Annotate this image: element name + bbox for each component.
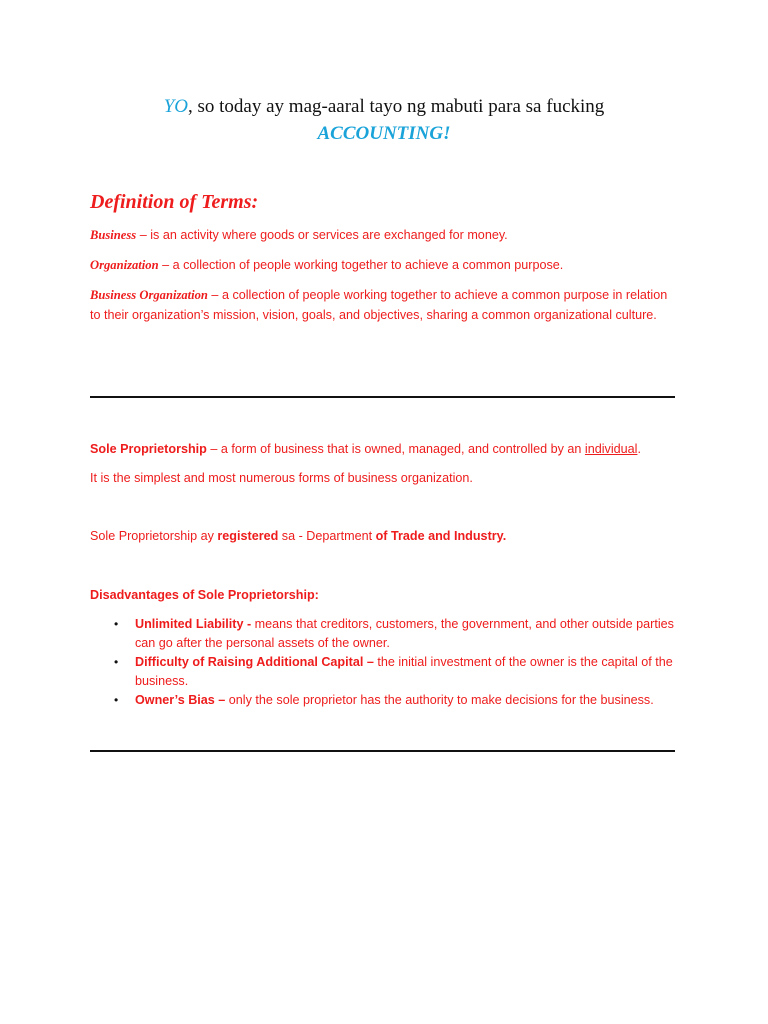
term-business-organization: Business Organization <box>90 288 208 302</box>
list-item <box>90 653 680 691</box>
divider-line-1 <box>90 396 675 398</box>
registered-part-b: registered <box>217 529 279 543</box>
bullet-icon: • <box>114 617 119 631</box>
disadvantage-label: Difficulty of Raising Additional Capital – <box>135 655 374 669</box>
term-organization: Organization <box>90 258 159 272</box>
disadvantage-label: Owner’s Bias – <box>135 693 226 707</box>
definition-business <box>90 226 680 246</box>
divider-line-2 <box>90 750 675 752</box>
definition-business-organization <box>90 286 680 325</box>
disadvantage-label: Unlimited Liability - <box>135 617 252 631</box>
definitions-heading: Definition of Terms: <box>90 191 259 213</box>
list-item <box>90 691 680 710</box>
disadvantage-text: means that creditors, customers, the government, and other outside parties can go after the personal assets of the owner. <box>135 617 674 650</box>
sole-prop-definition <box>90 440 680 460</box>
disadvantage-text: only the sole proprietor has the authority to make decisions for the business. <box>225 693 654 707</box>
disadvantages-list <box>90 615 680 710</box>
title-rest: , so today ay mag-aaral tayo ng mabuti para sa fucking <box>188 96 605 117</box>
registered-part-d: of Trade and Industry. <box>375 529 507 543</box>
def-text-organization: a collection of people working together to achieve a common purpose. <box>172 258 564 272</box>
individual-link[interactable]: individual <box>584 442 638 456</box>
def-sep-0: – <box>136 228 151 242</box>
registered-part-a: Sole Proprietorship ay <box>90 529 218 543</box>
page-title <box>90 93 678 147</box>
disadvantages-heading-text: Disadvantages of Sole Proprietorship: <box>90 588 319 602</box>
sole-prop-simplest: It is the simplest and most numerous forms of business organization. <box>90 471 473 485</box>
title-subject: ACCOUNTING! <box>317 123 451 144</box>
list-item <box>90 615 680 653</box>
def-sep-2: – <box>207 288 222 302</box>
definition-organization <box>90 256 680 276</box>
sole-prop-def-text: – a form of business that is owned, managed, and controlled by an <box>206 442 585 456</box>
disadvantages-heading <box>90 586 680 606</box>
def-text-business: is an activity where goods or services are exchanged for money. <box>150 228 508 242</box>
registered-part-c: sa - Department <box>278 529 376 543</box>
sole-prop-term: Sole Proprietorship <box>90 442 207 456</box>
disadvantage-text: the initial investment of the owner is the capital of the business. <box>135 655 673 688</box>
title-yo: YO <box>163 96 188 117</box>
bullet-icon: • <box>114 655 119 669</box>
def-sep-1: – <box>158 258 173 272</box>
bullet-icon: • <box>114 693 119 707</box>
term-business: Business <box>90 228 137 242</box>
sole-prop-registered <box>90 527 680 547</box>
def-text-business-organization: a collection of people working together to achieve a common purpose in relation to their organization’s mission, vision, goals, and objectives, sharing a common organizational culture. <box>90 288 668 322</box>
sole-prop-def-end: . <box>637 442 641 456</box>
